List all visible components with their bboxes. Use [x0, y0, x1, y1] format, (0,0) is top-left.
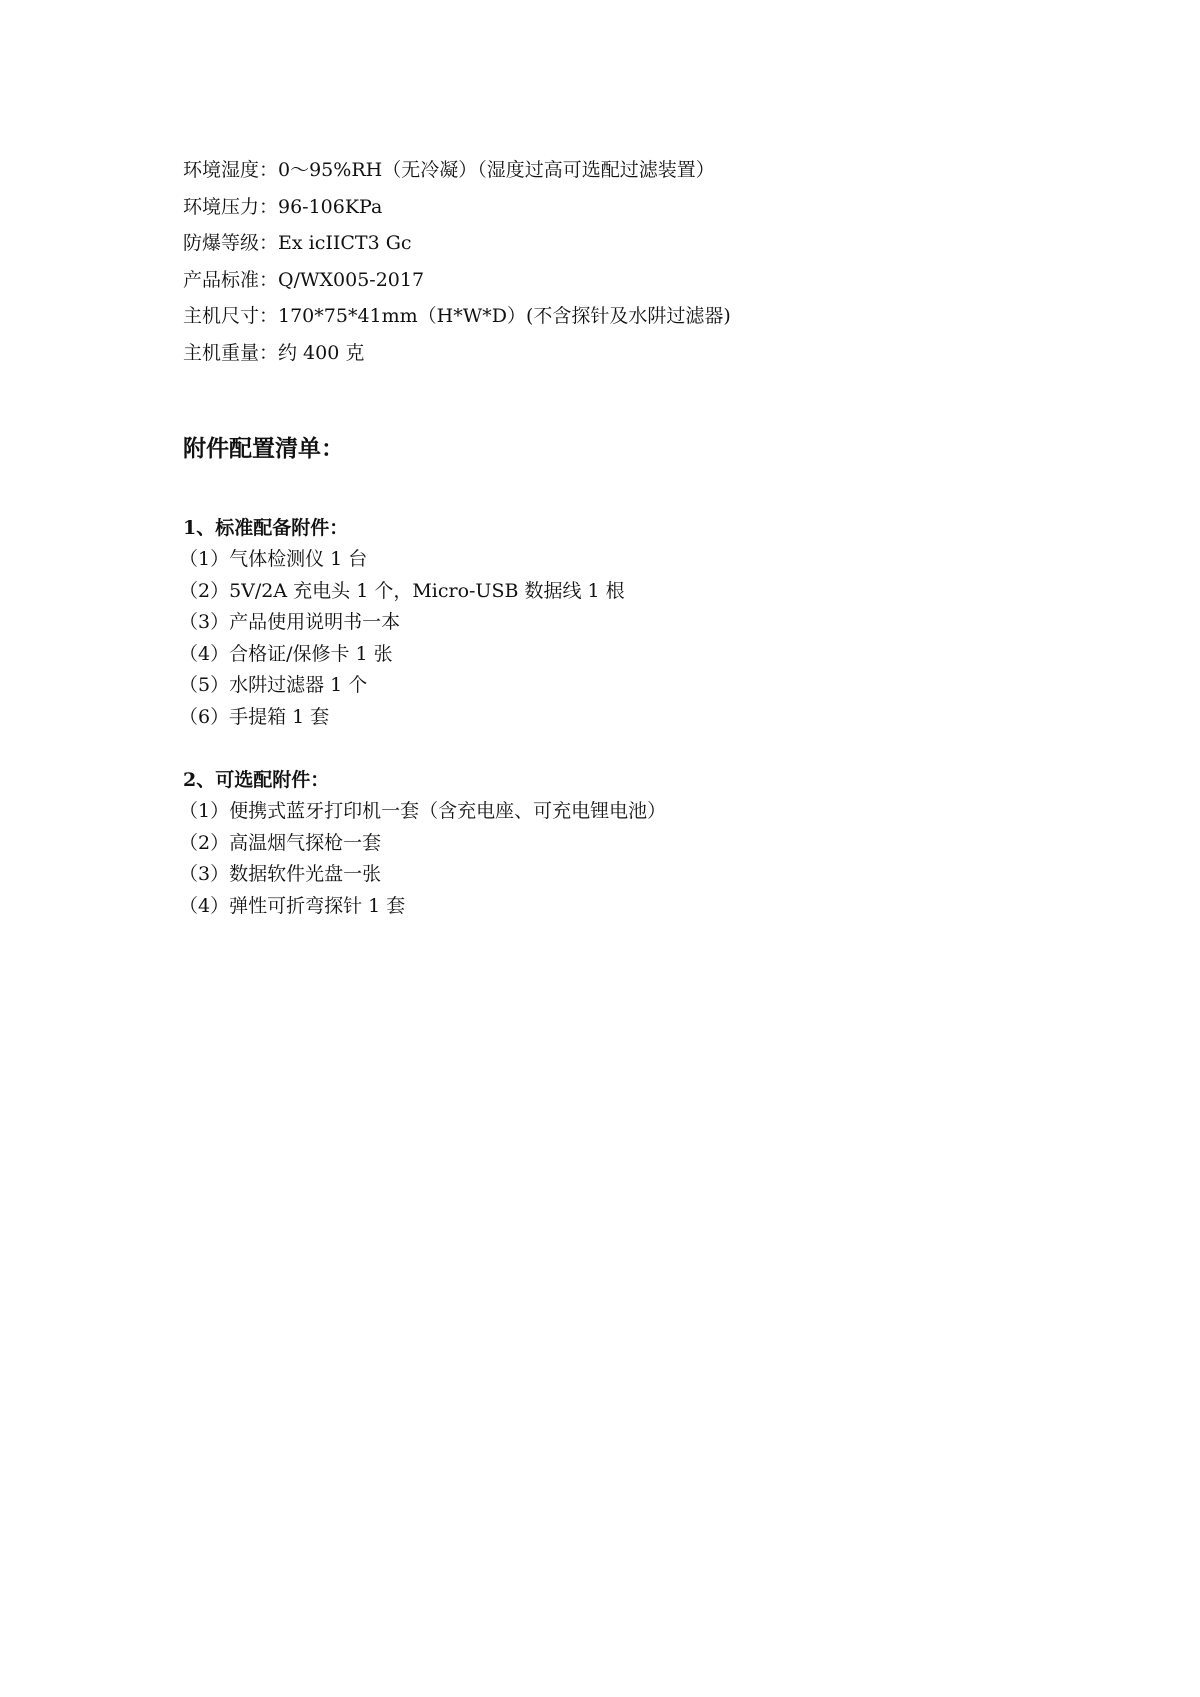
spec-explosion-rating: 防爆等级：Ex icIICT3 Gc — [183, 232, 412, 255]
list-item: （6）手提箱 1 套 — [179, 705, 330, 728]
standard-accessories-title: 1、标准配备附件： — [183, 517, 349, 539]
spec-dimensions: 主机尺寸：170*75*41mm（H*W*D）(不含探针及水阱过滤器) — [183, 305, 731, 328]
list-item: （1）气体检测仪 1 台 — [179, 548, 368, 570]
list-item: （4）弹性可折弯探针 1 套 — [179, 894, 406, 917]
list-item: （5）水阱过滤器 1 个 — [179, 674, 368, 697]
spec-pressure: 环境压力：96-106KPa — [183, 195, 383, 218]
list-item: （3）产品使用说明书一本 — [179, 611, 401, 634]
spec-weight: 主机重量：约 400 克 — [183, 341, 365, 364]
standard-accessories — [179, 512, 1083, 734]
list-item: （1）便携式蓝牙打印机一套（含充电座、可充电锂电池） — [179, 800, 667, 822]
accessories-heading: 附件配置清单： — [183, 436, 344, 462]
optional-accessories — [179, 764, 1083, 922]
list-item: （2）高温烟气探枪一套 — [179, 831, 382, 854]
optional-accessories-title: 2、可选配附件： — [183, 769, 330, 791]
spec-list — [183, 152, 1083, 372]
list-item: （3）数据软件光盘一张 — [179, 863, 382, 886]
list-item: （4）合格证/保修卡 1 张 — [179, 642, 393, 665]
list-item: （2）5V/2A 充电头 1 个，Micro-USB 数据线 1 根 — [179, 579, 625, 602]
spec-product-standard: 产品标准：Q/WX005-2017 — [183, 268, 425, 291]
spec-humidity: 环境湿度：0～95%RH（无冷凝）（湿度过高可选配过滤装置） — [183, 159, 715, 181]
